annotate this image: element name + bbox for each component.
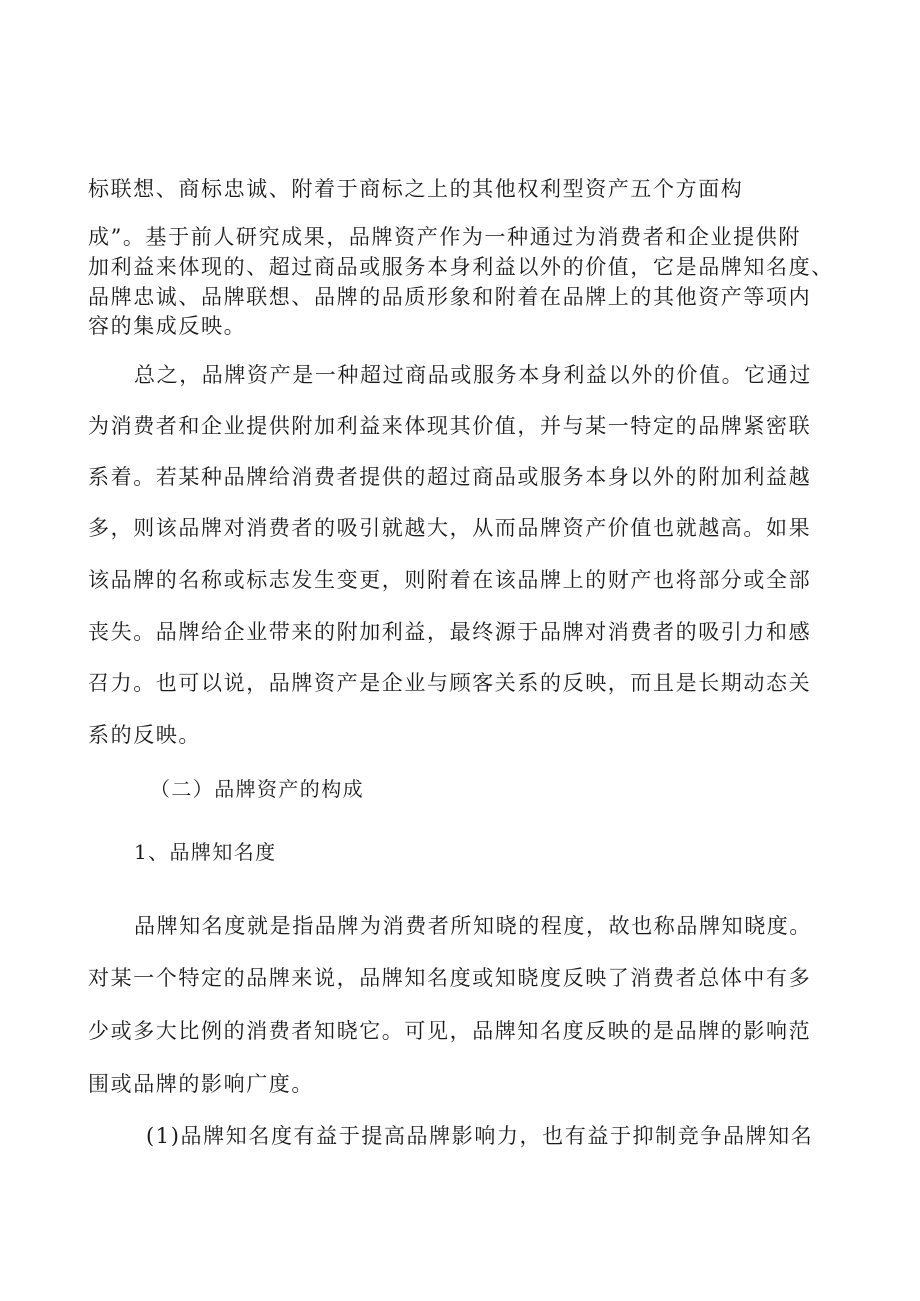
para2-line-2: 为消费者和企业提供附加利益来体现其价值，并与某一特定的品牌紧密联 (88, 414, 812, 438)
para3-line-4: 围或品牌的影响广度。 (88, 1072, 314, 1096)
para3-line-3: 少或多大比例的消费者知晓它。可见，品牌知名度反映的是品牌的影响范 (88, 1019, 812, 1043)
section-heading: （二）品牌资产的构成 (150, 777, 364, 801)
para1-line-2: 成”。基于前人研究成果，品牌资产作为一种通过为消费者和企业提供附 (88, 225, 801, 249)
para2-line-4: 多，则该品牌对消费者的吸引就越大，从而品牌资产价值也就越高。如果 (88, 516, 812, 540)
para3-line-1: 品牌知名度就是指品牌为消费者所知晓的程度，故也称品牌知晓度。 (134, 914, 812, 938)
para2-line-1: 总之，品牌资产是一种超过商品或服务本身利益以外的价值。它通过 (134, 363, 812, 387)
para1-line-3: 加利益来体现的、超过商品或服务本身利益以外的价值，它是品牌知名度、 (88, 255, 834, 279)
para2-line-3: 系着。若某种品牌给消费者提供的超过商品或服务本身以外的附加利益越 (88, 465, 812, 489)
para2-line-7: 召力。也可以说，品牌资产是企业与顾客关系的反映，而且是长期动态关 (88, 671, 812, 695)
para1-line-1: 标联想、商标忠诚、附着于商标之上的其他权利型资产五个方面构 (88, 177, 744, 201)
para1-line-4: 品牌忠诚、品牌联想、品牌的品质形象和附着在品牌上的其他资产等项内 (88, 285, 812, 309)
para1-line-5: 容的集成反映。 (88, 314, 247, 338)
para2-line-6: 丧失。品牌给企业带来的附加利益，最终源于品牌对消费者的吸引力和感 (88, 620, 812, 644)
para2-line-5: 该品牌的名称或标志发生变更，则附着在该品牌上的财产也将部分或全部 (88, 568, 812, 592)
para2-line-8: 系的反映。 (88, 723, 201, 747)
subsection-heading: 1、品牌知名度 (134, 840, 277, 864)
para3-line-2: 对某一个特定的品牌来说，品牌知名度或知晓度反映了消费者总体中有多 (88, 966, 812, 990)
list-item-1: (1)品牌知名度有益于提高品牌影响力，也有益于抑制竞争品牌知名 (146, 1124, 814, 1148)
